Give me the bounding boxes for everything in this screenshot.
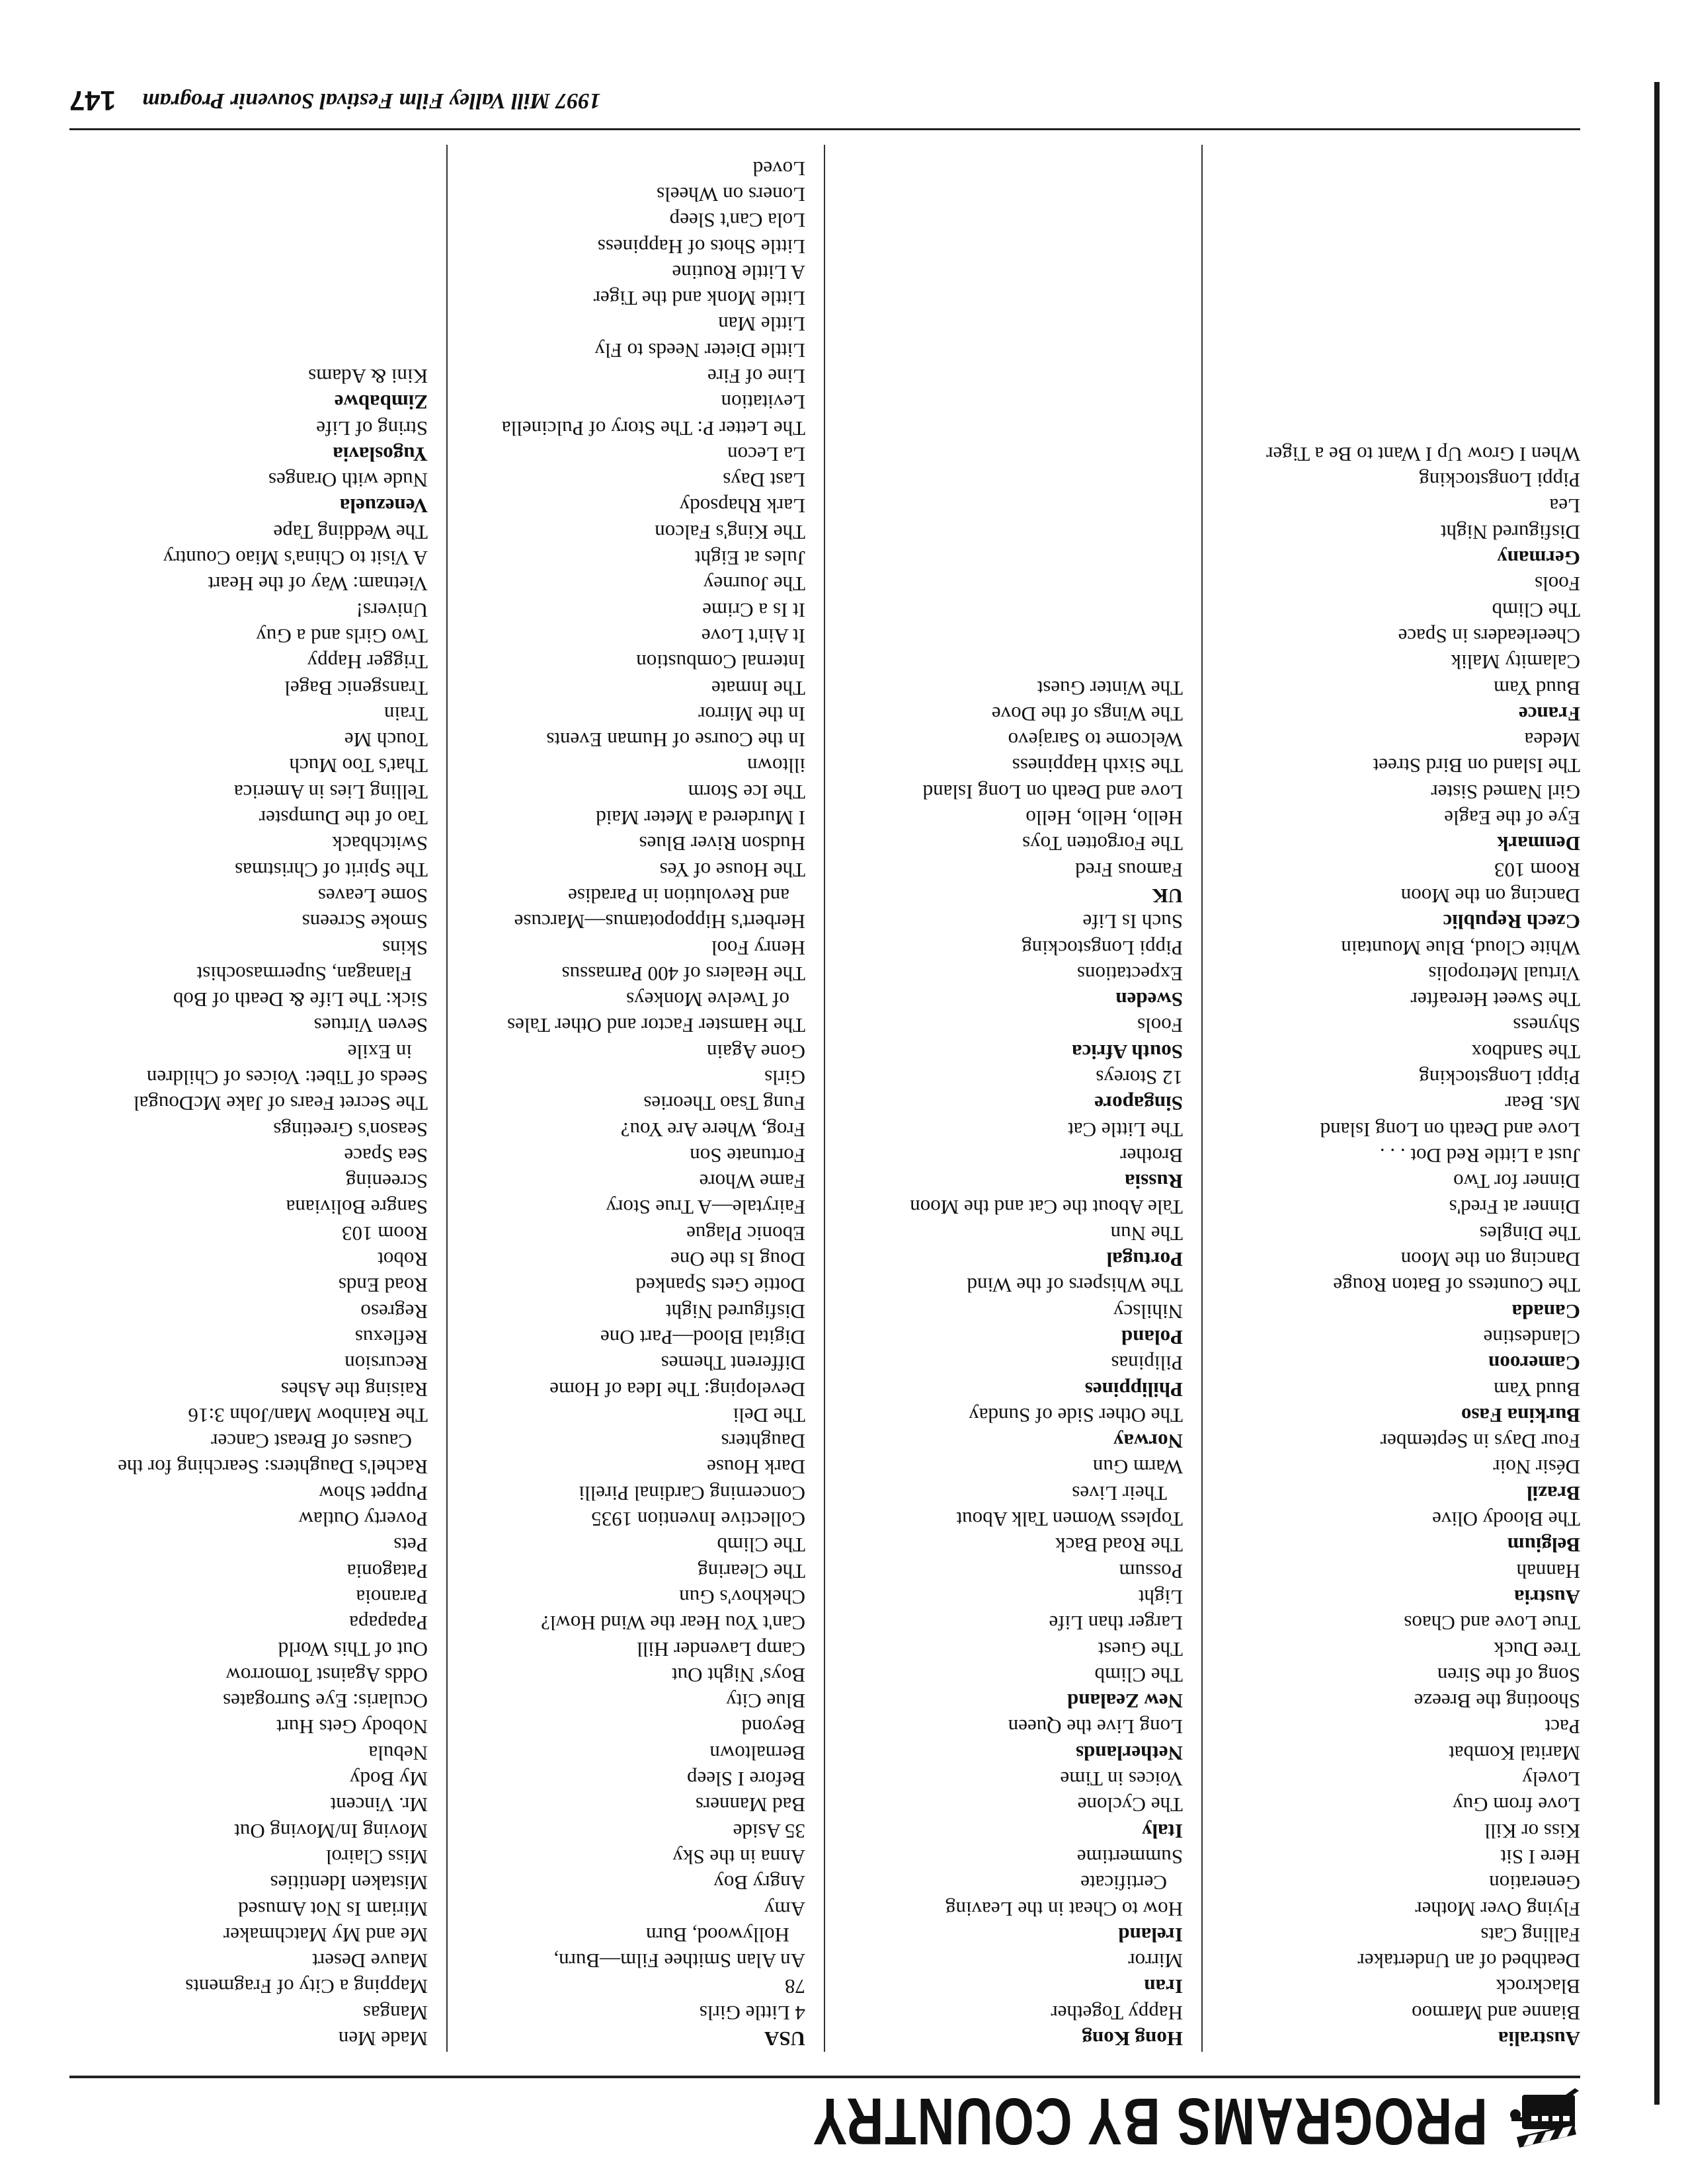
bottom-rule xyxy=(69,128,1580,130)
film-title: Here I Sit xyxy=(1500,1845,1580,1869)
film-title: Flying Over Mother xyxy=(1415,1897,1580,1921)
film-title: Concerning Cardinal Pirelli xyxy=(579,1481,805,1505)
country-heading: Netherlands xyxy=(1076,1741,1183,1765)
film-title: Dottie Gets Spanked xyxy=(635,1274,805,1298)
film-title: Désir Noir xyxy=(1493,1456,1580,1479)
film-title: When I Grow Up I Want to Be a Tiger xyxy=(1266,442,1580,466)
film-title: Ebonic Plague xyxy=(686,1222,805,1245)
film-title: The Forgotten Toys xyxy=(1022,832,1183,856)
film-title: Blackrock xyxy=(1496,1975,1580,1999)
country-heading: Cameroon xyxy=(1488,1352,1580,1376)
film-title: The Bloody Olive xyxy=(1432,1508,1580,1532)
film-title: It Is a Crime xyxy=(702,598,805,622)
film-title: Collective Invention 1935 xyxy=(591,1508,805,1532)
film-title: Medea xyxy=(1524,728,1580,752)
film-title: Fortunate Son xyxy=(690,1144,805,1167)
film-title: Bianne and Marmoo xyxy=(1412,2001,1580,2025)
film-title: Dancing on the Moon xyxy=(1400,884,1580,908)
film-title: Happy Together xyxy=(1051,2001,1183,2025)
film-title: The Ice Storm xyxy=(688,780,805,804)
film-title: Eye of the Eagle xyxy=(1444,806,1580,830)
film-title: Just a Little Red Dot . . . xyxy=(1379,1144,1580,1167)
film-title: Little Shots of Happiness xyxy=(597,235,805,258)
film-title: Falling Cats xyxy=(1480,1923,1580,1947)
country-heading: Austria xyxy=(1514,1585,1580,1609)
country-heading: Australia xyxy=(1498,2027,1580,2050)
film-title: The Hamster Factor and Other Tales xyxy=(507,1014,805,1038)
film-title: Deathbed of an Undertaker xyxy=(1357,1949,1580,1973)
page-number: 147 xyxy=(69,85,116,116)
film-title: Pact xyxy=(1545,1715,1580,1739)
film-title: Expectations xyxy=(1076,962,1183,986)
film-title: Lola Can't Sleep xyxy=(669,209,805,233)
film-title: Dinner for Two xyxy=(1453,1170,1580,1194)
film-title: Nude with Oranges xyxy=(268,469,428,492)
country-heading: Zimbabwe xyxy=(334,391,428,414)
film-title: Love from Guy xyxy=(1453,1793,1580,1817)
film-title: Fools xyxy=(1137,1014,1183,1038)
film-title: Beyond xyxy=(741,1715,805,1739)
film-title: Mistaken Identities xyxy=(270,1871,428,1895)
film-title: Room 103 xyxy=(1494,858,1580,882)
film-title: The Spirit of Christmas xyxy=(235,858,428,882)
film-title: Larger than Life xyxy=(1049,1612,1183,1635)
film-title: Out of This World xyxy=(278,1637,428,1661)
film-title: A Visit to China's Miao Country xyxy=(163,547,428,570)
film-title: Regreso xyxy=(360,1300,428,1323)
film-title: Cheerleaders in Space xyxy=(1398,624,1580,648)
film-title: Fairytale—A True Story xyxy=(606,1196,805,1220)
film-title: My Body xyxy=(350,1768,428,1791)
country-heading: Czech Republic xyxy=(1443,910,1580,934)
film-title: I Murdered a Meter Maid xyxy=(596,806,805,830)
film-title: Made Men xyxy=(338,2027,428,2050)
film-title: Calamity Malik xyxy=(1451,650,1580,674)
film-title: Such Is Life xyxy=(1082,910,1183,934)
film-title: Gone Again xyxy=(707,1040,805,1064)
film-title: Kiss or Kill xyxy=(1484,1819,1580,1843)
country-heading: Venezuela xyxy=(339,494,428,518)
film-title: The Whispers of the Wind xyxy=(967,1274,1183,1298)
film-title: Two Girls and a Guy xyxy=(256,624,428,648)
film-title: Screening xyxy=(346,1170,428,1194)
film-title: Song of the Siren xyxy=(1437,1663,1580,1687)
film-title: Mr. Vincent xyxy=(330,1793,428,1817)
country-columns xyxy=(69,145,1580,2052)
column-4 xyxy=(70,145,448,2052)
film-title: Developing: The Idea of Home xyxy=(549,1378,805,1401)
film-title: Vietnam: Way of the Heart xyxy=(208,572,428,596)
film-title: Dinner at Fred's xyxy=(1449,1196,1580,1220)
film-title: White Cloud, Blue Mountain xyxy=(1341,936,1580,960)
country-heading: Denmark xyxy=(1497,832,1580,856)
country-heading: South Africa xyxy=(1072,1040,1183,1064)
film-title: Dark House xyxy=(707,1456,805,1479)
country-heading: Canada xyxy=(1511,1300,1580,1323)
film-title: Odds Against Tomorrow xyxy=(225,1663,428,1687)
column-1 xyxy=(1203,145,1580,2052)
film-title: Camp Lavender Hill xyxy=(637,1637,805,1661)
film-title: The Deli xyxy=(733,1403,805,1427)
film-title: Long Live the Queen xyxy=(1008,1715,1183,1739)
film-title: The Clearing xyxy=(698,1559,805,1583)
film-title: Disfigured Night xyxy=(1441,520,1580,544)
publication-title: 1997 Mill Valley Film Festival Souvenir Program xyxy=(142,89,601,113)
film-title: The Secret Fears of Jake McDougal xyxy=(133,1092,428,1116)
film-title: The Island on Bird Street xyxy=(1373,754,1580,778)
film-title-continuation: Their Lives xyxy=(1072,1481,1167,1505)
film-title: illtown xyxy=(747,754,805,778)
film-title: Love and Death on Long Island xyxy=(922,780,1183,804)
film-title: Loners on Wheels xyxy=(657,182,805,206)
film-title: Trigger Happy xyxy=(307,650,428,674)
country-heading: Sweden xyxy=(1115,988,1183,1012)
film-title: Herbert's Hippopotamus—Marcuse xyxy=(514,910,805,934)
film-title: Nebula xyxy=(368,1741,428,1765)
film-title: An Alan Smithee Film—Burn, xyxy=(553,1949,805,1973)
film-title: That's Too Much xyxy=(289,754,428,778)
film-title: The Rainbow Man/John 3:16 xyxy=(188,1403,428,1427)
film-title: Bad Manners xyxy=(695,1793,805,1817)
film-title: Voices in Time xyxy=(1060,1768,1183,1791)
film-title: Mapping a City of Fragments xyxy=(185,1975,428,1999)
film-title: Daughters xyxy=(721,1430,805,1454)
film-title: Lovely xyxy=(1522,1768,1580,1791)
film-title: Some Leaves xyxy=(317,884,428,908)
film-title: Rachel's Daughters: Searching for the xyxy=(118,1456,428,1479)
film-title: The Sweet Hereafter xyxy=(1410,988,1580,1012)
film-title-continuation: and Revolution in Paradise xyxy=(568,884,789,908)
film-title: String of Life xyxy=(316,416,428,440)
film-title: Road Ends xyxy=(338,1274,428,1298)
column-3 xyxy=(448,145,825,2052)
film-title: Lark Rhapsody xyxy=(679,494,805,518)
film-title: The King's Falcon xyxy=(655,520,805,544)
film-title: Poverty Outlaw xyxy=(298,1508,428,1532)
country-heading: New Zealand xyxy=(1067,1690,1183,1713)
film-title: Miriam Is Not Amused xyxy=(238,1897,428,1921)
film-title: Puppet Show xyxy=(319,1481,428,1505)
film-title: Virtual Metropolis xyxy=(1428,962,1580,986)
film-title: Disfigured Night xyxy=(666,1300,805,1323)
film-title: 4 Little Girls xyxy=(699,2001,805,2025)
country-heading: Italy xyxy=(1142,1819,1183,1843)
film-title: Amy xyxy=(764,1897,805,1921)
film-title: The Healers of 400 Parnassus xyxy=(561,962,805,986)
film-title: Levitation xyxy=(721,391,805,414)
film-title: Summertime xyxy=(1076,1845,1183,1869)
film-title: Little Dieter Needs to Fly xyxy=(594,338,805,362)
film-title: The Inmate xyxy=(711,676,805,700)
film-title: Bernaltown xyxy=(709,1741,805,1765)
film-title: Moving In/Moving Out xyxy=(234,1819,428,1843)
film-title: Shooting the Breeze xyxy=(1414,1690,1580,1713)
film-title: The Wings of the Dove xyxy=(991,702,1183,726)
film-title: Ms. Bear xyxy=(1505,1092,1580,1116)
film-title: Hudson River Blues xyxy=(639,832,805,856)
film-title: True Love and Chaos xyxy=(1404,1612,1580,1635)
film-title: Pets xyxy=(393,1534,428,1557)
country-heading: Philippines xyxy=(1084,1378,1183,1401)
film-title: Pippi Longstocking xyxy=(1419,1066,1580,1090)
film-title: Famous Fred xyxy=(1075,858,1183,882)
film-title: Pippi Longstocking xyxy=(1419,469,1580,492)
film-title: Me and My Matchmaker xyxy=(223,1923,428,1947)
film-title: Before I Sleep xyxy=(686,1768,805,1791)
film-title: 78 xyxy=(785,1975,805,1999)
country-heading: UK xyxy=(1152,884,1183,908)
top-rule xyxy=(69,2076,1580,2078)
film-title: Warm Gun xyxy=(1092,1456,1183,1479)
film-title-continuation: in Exile xyxy=(347,1040,412,1064)
film-title: Papapapa xyxy=(349,1612,428,1635)
film-title: Skins xyxy=(382,936,428,960)
country-heading: Iran xyxy=(1144,1975,1183,1999)
film-title: Jules at Eight xyxy=(694,547,805,570)
country-heading: Poland xyxy=(1121,1325,1183,1349)
film-title: Sangre Boliviana xyxy=(286,1196,428,1220)
country-heading: Ireland xyxy=(1118,1923,1183,1947)
film-title: Room 103 xyxy=(341,1222,428,1245)
film-title: Boys' Night Out xyxy=(672,1663,805,1687)
film-title: In the Course of Human Events xyxy=(546,728,805,752)
page-footer xyxy=(69,81,1580,120)
country-heading: Burkina Faso xyxy=(1461,1403,1580,1427)
film-title: Transgenic Bagel xyxy=(284,676,428,700)
film-title: Angry Boy xyxy=(713,1871,805,1895)
film-title: The Climb xyxy=(717,1534,805,1557)
film-title: A Little Routine xyxy=(672,260,805,284)
film-title: Nobody Gets Hurt xyxy=(276,1715,428,1739)
film-title: Raising the Ashes xyxy=(280,1378,428,1401)
film-title: Love and Death on Long Island xyxy=(1320,1118,1580,1142)
film-title: Ocularis: Eye Surrogates xyxy=(223,1690,428,1713)
film-title-continuation: Flanagan, Supermasochist xyxy=(196,962,412,986)
film-title: Smoke Screens xyxy=(301,910,428,934)
film-title: Welcome to Sarajevo xyxy=(1008,728,1183,752)
film-title: Pilipinas xyxy=(1111,1352,1183,1376)
country-heading: Russia xyxy=(1125,1170,1183,1194)
film-title: Recursion xyxy=(344,1352,428,1376)
film-title: Mauve Desert xyxy=(312,1949,428,1973)
film-title: Last Days xyxy=(723,469,805,492)
film-title: The Journey xyxy=(703,572,805,596)
film-title: Season's Greetings xyxy=(273,1118,428,1142)
country-heading: USA xyxy=(764,2027,805,2050)
film-title: Univers! xyxy=(356,598,428,622)
film-title: Mirror xyxy=(1128,1949,1183,1973)
film-title: Touch Me xyxy=(344,728,428,752)
film-title: It Ain't Love xyxy=(701,624,805,648)
film-title: Light xyxy=(1138,1585,1183,1609)
film-title: Girls xyxy=(764,1066,805,1090)
film-title: Generation xyxy=(1489,1871,1580,1895)
film-title: The Road Back xyxy=(1055,1534,1183,1557)
film-title: Tao of the Dumpster xyxy=(259,806,428,830)
country-heading: Hong Kong xyxy=(1082,2027,1183,2050)
film-title: Hannah xyxy=(1516,1559,1580,1583)
film-title: The Sandbox xyxy=(1471,1040,1580,1064)
film-title: Fools xyxy=(1535,572,1580,596)
film-title: Topless Women Talk About xyxy=(956,1508,1183,1532)
film-title: Kini & Adams xyxy=(308,365,428,388)
film-title: Reflexus xyxy=(354,1325,428,1349)
film-clapper-icon xyxy=(1507,2088,1580,2154)
film-title: Mangas xyxy=(362,2001,428,2025)
film-title: 12 Storeys xyxy=(1096,1066,1183,1090)
film-title: Lea xyxy=(1549,494,1580,518)
country-heading: France xyxy=(1519,702,1580,726)
film-title: The Climb xyxy=(1492,598,1580,622)
country-heading: Germany xyxy=(1497,547,1580,570)
film-title: The Wedding Tape xyxy=(273,520,428,544)
film-title: Internal Combustion xyxy=(636,650,805,674)
film-title: In the Mirror xyxy=(698,702,805,726)
film-title: Brother xyxy=(1120,1144,1183,1167)
scan-edge-shadow xyxy=(1654,82,1660,2105)
country-heading: Norway xyxy=(1113,1430,1183,1454)
film-title: Henry Fool xyxy=(711,936,805,960)
film-title: Miss Clairol xyxy=(325,1845,428,1869)
film-title: Anna in the Sky xyxy=(672,1845,805,1869)
film-title: The Cyclone xyxy=(1077,1793,1183,1817)
film-title: Shyness xyxy=(1513,1014,1580,1038)
film-title: Train xyxy=(383,702,428,726)
film-title: The Little Cat xyxy=(1068,1118,1183,1142)
country-heading: Belgium xyxy=(1507,1534,1580,1557)
film-title: The Letter P: The Story of Pulcinella xyxy=(501,416,805,440)
film-title: Loved xyxy=(752,157,805,180)
film-title: Robot xyxy=(378,1248,428,1272)
film-title: Switchback xyxy=(332,832,428,856)
film-title: Clandestine xyxy=(1483,1325,1580,1349)
film-title: The Guest xyxy=(1098,1637,1183,1661)
film-title: Possum xyxy=(1119,1559,1183,1583)
film-title-continuation: Causes of Breast Cancer xyxy=(211,1430,412,1454)
country-heading: Portugal xyxy=(1106,1248,1183,1272)
film-title: Frog, Where Are You? xyxy=(620,1118,805,1142)
film-title: Sick: The Life & Death of Bob xyxy=(173,988,428,1012)
film-title: Tale About the Cat and the Moon xyxy=(910,1196,1183,1220)
country-heading: Yugoslavia xyxy=(333,442,428,466)
film-title: The House of Yes xyxy=(659,858,805,882)
film-title-continuation: Certificate xyxy=(1080,1871,1167,1895)
film-title: Paranoia xyxy=(356,1585,428,1609)
film-title: Girl Named Sister xyxy=(1431,780,1580,804)
film-title: Buud Yam xyxy=(1494,676,1580,700)
film-title: Chekhov's Gun xyxy=(679,1585,805,1609)
film-title: Can't You Hear the Wind Howl? xyxy=(541,1612,805,1635)
film-title: Hello, Hello, Hello xyxy=(1025,806,1183,830)
country-heading: Brazil xyxy=(1527,1481,1580,1505)
film-title: Dancing on the Moon xyxy=(1400,1248,1580,1272)
film-title: Fame Whore xyxy=(699,1170,805,1194)
film-title: Fung Tsao Theories xyxy=(643,1092,805,1116)
film-title: Four Days in September xyxy=(1380,1430,1580,1454)
film-title: Pippi Longstocking xyxy=(1022,936,1183,960)
film-title: The Countess of Baton Rouge xyxy=(1333,1274,1580,1298)
film-title: Digital Blood—Part One xyxy=(600,1325,805,1349)
column-2 xyxy=(825,145,1203,2052)
film-title: Little Monk and the Tiger xyxy=(593,287,805,311)
film-title: Marital Kombat xyxy=(1449,1741,1580,1765)
film-title: Doug Is the One xyxy=(670,1248,805,1272)
film-title: The Winter Guest xyxy=(1037,676,1183,700)
film-title: The Dingles xyxy=(1479,1222,1580,1245)
film-title: La Lecon xyxy=(727,442,805,466)
film-title: The Sixth Happiness xyxy=(1012,754,1183,778)
film-title: Tree Duck xyxy=(1494,1637,1580,1661)
film-title: How to Cheat in the Leaving xyxy=(945,1897,1183,1921)
film-title: Buud Yam xyxy=(1494,1378,1580,1401)
film-title: Sea Space xyxy=(344,1144,428,1167)
film-title: Nihilscy xyxy=(1113,1300,1183,1323)
film-title: Blue City xyxy=(726,1690,805,1713)
film-title-continuation: of Twelve Monkeys xyxy=(626,988,789,1012)
film-title: 35 Aside xyxy=(733,1819,805,1843)
film-title: The Climb xyxy=(1094,1663,1183,1687)
film-title: Seeds of Tibet: Voices of Children xyxy=(146,1066,428,1090)
film-title: The Other Side of Sunday xyxy=(969,1403,1183,1427)
film-title: Little Man xyxy=(718,313,805,336)
film-title: The Nun xyxy=(1110,1222,1183,1245)
film-title: Seven Virtues xyxy=(313,1014,428,1038)
page-header xyxy=(622,2085,1580,2158)
country-heading: Singapore xyxy=(1094,1092,1183,1116)
film-title: Line of Fire xyxy=(707,365,805,388)
film-title: Telling Lies in America xyxy=(233,780,428,804)
page-title: PROGRAMS BY COUNTRY xyxy=(811,2084,1488,2158)
film-title-continuation: Hollywood, Burn xyxy=(646,1923,789,1947)
film-title: Patagonia xyxy=(346,1559,428,1583)
film-title: Different Themes xyxy=(661,1352,805,1376)
